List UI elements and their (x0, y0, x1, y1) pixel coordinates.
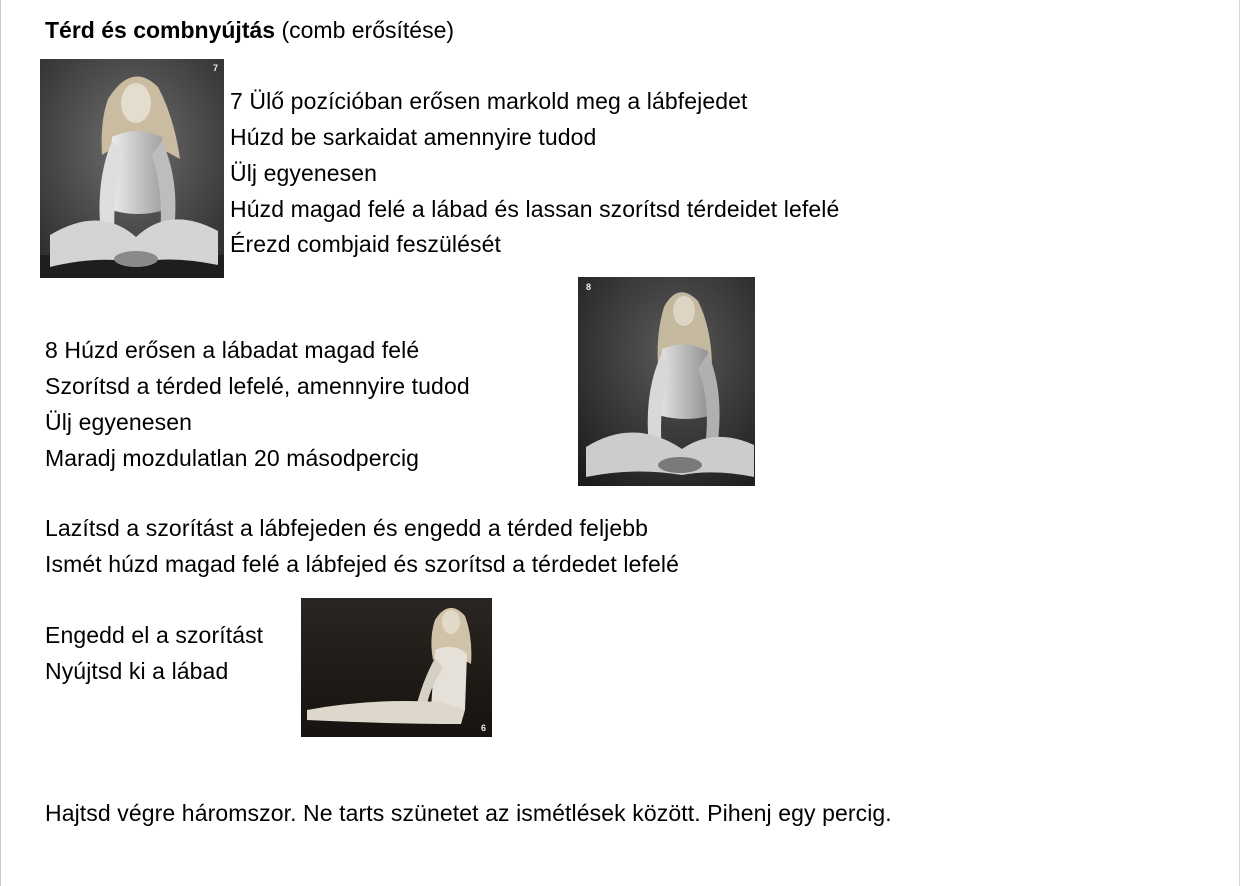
photo-step-extended-image (301, 598, 492, 737)
repeat-line-1: Lazítsd a szorítást a lábfejeden és engedd a térded feljebb (45, 515, 649, 541)
step7-line-3: Ülj egyenesen (230, 160, 378, 186)
photo-step-7-image (40, 59, 224, 278)
photo-step-8 (578, 277, 755, 486)
step7-line-1: 7 Ülő pozícióban erősen markold meg a lábfejedet (230, 88, 748, 114)
step7-line-4: Húzd magad felé a lábad és lassan szorítsd térdeidet lefelé (230, 196, 840, 222)
page-left-border (0, 0, 1, 886)
step7-line-5: Érezd combjaid feszülését (230, 231, 501, 257)
step9-line-1: Engedd el a szorítást (45, 622, 264, 648)
step7-line-2: Húzd be sarkaidat amennyire tudod (230, 124, 597, 150)
title-subtitle: (comb erősítése) (281, 17, 455, 43)
photo-step-extended-number: 6 (480, 723, 486, 733)
step8-line-3: Ülj egyenesen (45, 409, 193, 435)
photo-step-7-number: 7 (212, 63, 218, 73)
step8-line-4: Maradj mozdulatlan 20 másodpercig (45, 445, 420, 471)
step8-line-1: 8 Húzd erősen a lábadat magad felé (45, 337, 420, 363)
photo-step-8-image (578, 277, 755, 486)
page-title (45, 12, 454, 48)
repeat-line-2: Ismét húzd magad felé a lábfejed és szorítsd a térdedet lefelé (45, 551, 679, 577)
step9-line-2: Nyújtsd ki a lábad (45, 658, 229, 684)
photo-step-8-number: 8 (586, 282, 592, 292)
photo-step-extended (301, 598, 492, 737)
step8-line-2: Szorítsd a térded lefelé, amennyire tudod (45, 373, 470, 399)
footer-instruction: Hajtsd végre háromszor. Ne tarts szünetet az ismétlések között. Pihenj egy percig. (45, 800, 892, 826)
photo-step-7 (40, 59, 224, 278)
title-bold: Térd és combnyújtás (45, 17, 276, 43)
